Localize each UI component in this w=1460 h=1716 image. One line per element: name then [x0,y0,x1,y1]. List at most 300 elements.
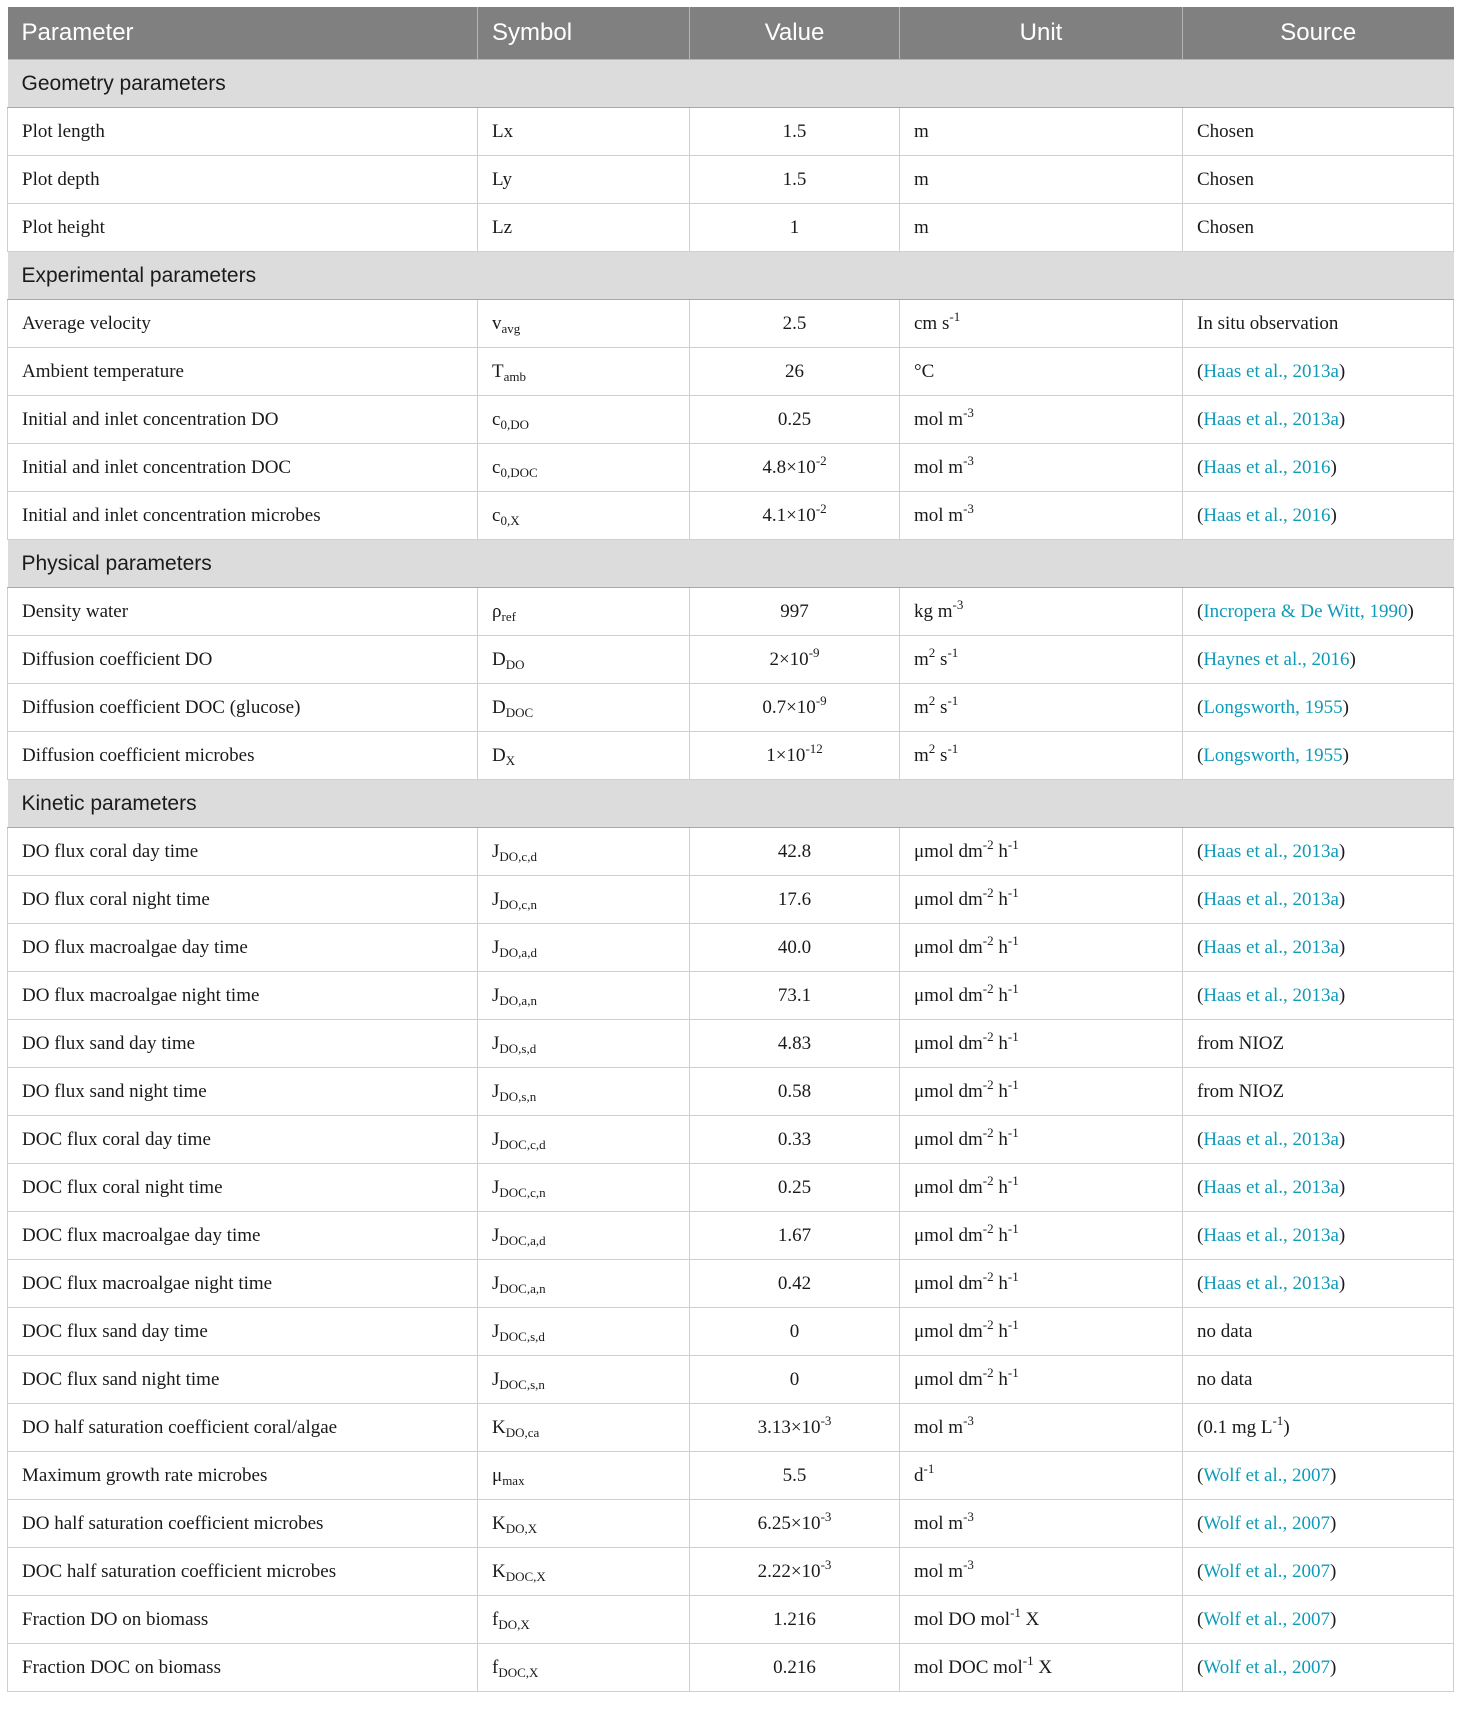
symbol-main: K [492,1560,506,1582]
value-main: 997 [780,600,809,622]
source-cell [1183,1164,1454,1212]
source-text: Chosen [1197,168,1254,190]
source-citation-link[interactable]: Haas et al., 2013a [1203,1128,1339,1150]
value-cell [690,636,900,684]
symbol-cell [478,1500,690,1548]
unit-exponent: -3 [963,500,974,516]
source-cell [1183,1356,1454,1404]
source-paren-close: ) [1338,888,1346,910]
symbol-cell [478,828,690,876]
symbol-cell [478,300,690,348]
value-main: 0.42 [777,1272,812,1294]
symbol-main: μ [492,1464,503,1486]
parameter-cell: Ambient temperature [8,348,478,396]
unit-part: °C [914,360,935,382]
source-cell [1183,1020,1454,1068]
symbol-cell [478,1212,690,1260]
source-paren-open: ( [1197,984,1204,1006]
symbol-main: Lz [492,216,513,238]
parameter-cell: DO flux coral night time [8,876,478,924]
symbol-subscript: DO,a,d [499,944,537,960]
table-row [8,1116,1454,1164]
symbol-subscript: max [502,1472,525,1488]
source-citation-link[interactable]: Haas et al., 2013a [1203,1272,1339,1294]
source-cell [1183,636,1454,684]
value-exponent: -12 [805,740,823,756]
unit-exponent: -2 [982,836,994,852]
source-citation-link[interactable]: Longsworth, 1955 [1203,696,1343,718]
parameter-cell: Initial and inlet concentration DO [8,396,478,444]
value-cell [690,1356,900,1404]
symbol-subscript: DO,a,n [499,992,537,1008]
source-paren-close: ) [1338,984,1346,1006]
source-citation-link[interactable]: Haas et al., 2013a [1203,840,1339,862]
symbol-cell [478,684,690,732]
table-row [8,492,1454,540]
table-row [8,1644,1454,1692]
unit-exponent: -1 [923,1460,935,1476]
unit-exponent: -2 [982,1028,994,1044]
table-row [8,396,1454,444]
symbol-main: c [492,504,501,526]
source-paren-close: ) [1330,1464,1337,1486]
source-cell [1183,1500,1454,1548]
source-citation-link[interactable]: Haas et al., 2013a [1203,1224,1339,1246]
value-cell [690,1260,900,1308]
symbol-main: f [492,1656,499,1678]
value-cell [690,396,900,444]
unit-exponent: -1 [947,692,959,708]
unit-part: m [914,696,929,718]
symbol-cell [478,396,690,444]
unit-cell [900,1404,1183,1452]
table-row [8,444,1454,492]
table-row [8,348,1454,396]
symbol-cell [478,732,690,780]
symbol-main: f [492,1608,499,1630]
symbol-subscript: amb [503,368,526,384]
unit-part: cm s [914,312,950,334]
symbol-cell [478,636,690,684]
source-cell [1183,1596,1454,1644]
symbol-cell [478,1308,690,1356]
section-row [8,252,1454,300]
unit-part: mol m [914,1560,964,1582]
unit-cell [900,1116,1183,1164]
symbol-main: J [492,1080,500,1102]
source-text: In situ observation [1197,312,1339,334]
symbol-cell [478,348,690,396]
symbol-main: D [492,696,506,718]
symbol-cell [478,1596,690,1644]
unit-cell [900,1164,1183,1212]
symbol-cell [478,588,690,636]
unit-part: h [993,1272,1008,1294]
value-cell [690,348,900,396]
source-citation-link[interactable]: Haas et al., 2013a [1203,1176,1339,1198]
parameter-cell: DOC half saturation coefficient microbes [8,1548,478,1596]
source-citation-link[interactable]: Haynes et al., 2016 [1203,648,1350,670]
source-citation-link[interactable]: Haas et al., 2013a [1203,984,1339,1006]
unit-cell [900,636,1183,684]
source-cell [1183,1308,1454,1356]
unit-cell [900,204,1183,252]
parameter-cell: Plot length [8,108,478,156]
source-citation-link[interactable]: Haas et al., 2013a [1203,936,1339,958]
symbol-subscript: DOC,c,n [499,1184,546,1200]
symbol-subscript: DOC [505,704,534,720]
unit-exponent: -1 [1007,1268,1019,1284]
symbol-main: T [492,360,504,382]
value-main: 2.22×10 [757,1560,821,1582]
table-row [8,588,1454,636]
source-paren-close: ) [1342,744,1349,766]
symbol-cell [478,1356,690,1404]
source-paren-close: ) [1330,1656,1337,1678]
unit-part: h [993,984,1008,1006]
unit-part: μmol dm [914,1176,983,1198]
unit-part: m [914,120,929,142]
source-paren-close: ) [1330,456,1337,478]
parameter-cell: DO flux macroalgae night time [8,972,478,1020]
parameter-cell: Plot height [8,204,478,252]
source-citation-link[interactable]: Haas et al., 2013a [1203,888,1339,910]
source-paren-open: ( [1197,456,1204,478]
value-main: 1 [789,216,800,238]
unit-cell [900,1644,1183,1692]
value-main: 0.7×10 [762,696,816,718]
unit-cell [900,1068,1183,1116]
source-cell [1183,588,1454,636]
symbol-cell [478,1404,690,1452]
source-paren-open: ( [1197,888,1204,910]
source-paren-open: ( [1197,1176,1204,1198]
unit-exponent: -1 [947,644,959,660]
unit-part: h [993,888,1008,910]
table-row [8,636,1454,684]
unit-exponent: -2 [982,884,994,900]
unit-exponent: -2 [982,1124,994,1140]
symbol-subscript: DOC,s,d [499,1328,545,1344]
symbol-main: J [492,888,500,910]
source-paren-close: ) [1330,504,1337,526]
source-cell [1183,156,1454,204]
value-main: 1.67 [777,1224,812,1246]
unit-exponent: -1 [949,308,961,324]
unit-exponent: -1 [1007,1172,1019,1188]
source-cell [1183,1260,1454,1308]
symbol-subscript: ref [501,608,516,624]
source-cell [1183,492,1454,540]
unit-exponent: -1 [1007,1124,1019,1140]
source-text: no data [1197,1368,1253,1390]
value-main: 17.6 [777,888,812,910]
symbol-cell [478,1068,690,1116]
parameter-cell: Density water [8,588,478,636]
value-main: 0.58 [777,1080,812,1102]
source-citation-link[interactable]: Wolf et al., 2007 [1203,1512,1331,1534]
value-main: 2×10 [769,648,809,670]
symbol-subscript: 0,X [500,512,520,528]
unit-exponent: -1 [1007,1364,1019,1380]
value-main: 4.1×10 [762,504,816,526]
source-cell [1183,396,1454,444]
source-citation-link[interactable]: Haas et al., 2013a [1203,408,1339,430]
value-cell [690,1500,900,1548]
source-paren-open: ( [1197,696,1204,718]
unit-cell [900,732,1183,780]
source-citation-link[interactable]: Haas et al., 2013a [1203,360,1339,382]
unit-cell [900,444,1183,492]
source-text: from NIOZ [1197,1032,1285,1054]
unit-part: mol m [914,1512,964,1534]
source-paren-open: ( [1197,840,1204,862]
source-paren-open: ( [1197,600,1204,622]
value-main: 0.25 [777,408,812,430]
source-paren-open: ( [1197,1464,1204,1486]
symbol-main: J [492,1272,500,1294]
value-main: 6.25×10 [757,1512,821,1534]
value-cell [690,1020,900,1068]
unit-exponent: -1 [947,740,959,756]
table-row [8,876,1454,924]
source-cell [1183,348,1454,396]
source-paren-close: ) [1338,840,1346,862]
source-cell [1183,876,1454,924]
unit-cell [900,1020,1183,1068]
value-main: 40.0 [777,936,812,958]
symbol-cell [478,156,690,204]
unit-cell [900,1212,1183,1260]
section-title: Geometry parameters [8,60,1454,108]
parameter-cell: DO half saturation coefficient microbes [8,1500,478,1548]
unit-part: s [935,648,948,670]
symbol-subscript: DO,X [505,1520,538,1536]
unit-part: h [993,1224,1008,1246]
value-main: 0 [789,1320,800,1342]
value-main: 3.13×10 [757,1416,821,1438]
symbol-cell [478,108,690,156]
source-cell [1183,1116,1454,1164]
unit-cell [900,1356,1183,1404]
table-row [8,1404,1454,1452]
value-exponent: -3 [820,1556,832,1572]
symbol-cell [478,1452,690,1500]
unit-exponent: -1 [1007,1316,1019,1332]
table-row [8,1164,1454,1212]
unit-part: h [993,1080,1008,1102]
source-citation-link[interactable]: Wolf et al., 2007 [1203,1464,1331,1486]
source-citation-link[interactable]: Wolf et al., 2007 [1203,1656,1331,1678]
source-cell [1183,732,1454,780]
source-paren-open: ( [1197,744,1204,766]
value-exponent: -9 [808,644,820,660]
table-row [8,1212,1454,1260]
parameter-cell: DOC flux macroalgae night time [8,1260,478,1308]
source-paren-close: ) [1338,1272,1346,1294]
value-main: 1×10 [766,744,806,766]
symbol-main: J [492,1224,500,1246]
unit-cell [900,972,1183,1020]
source-paren-open: ( [1197,1128,1204,1150]
symbol-subscript: DOC,c,d [499,1136,546,1152]
unit-exponent: -2 [982,1220,994,1236]
value-exponent: -3 [820,1508,832,1524]
source-paren-close: ) [1338,1176,1346,1198]
symbol-subscript: DO,c,n [499,896,537,912]
table-row [8,300,1454,348]
value-main: 73.1 [777,984,812,1006]
unit-part: μmol dm [914,1272,983,1294]
symbol-cell [478,492,690,540]
section-title: Experimental parameters [8,252,1454,300]
unit-cell [900,1596,1183,1644]
symbol-cell [478,1548,690,1596]
value-cell [690,684,900,732]
source-cell [1183,1212,1454,1260]
value-main: 2.5 [782,312,807,334]
source-paren-close: ) [1338,408,1346,430]
table-row [8,684,1454,732]
unit-cell [900,876,1183,924]
value-cell [690,1644,900,1692]
parameter-cell: Plot depth [8,156,478,204]
symbol-main: Ly [492,168,513,190]
source-cell [1183,1644,1454,1692]
section-row [8,540,1454,588]
symbol-main: c [492,456,501,478]
source-citation-link[interactable]: Haas et al., 2016 [1203,504,1331,526]
unit-part: X [1033,1656,1053,1678]
unit-part: m [914,648,929,670]
symbol-main: J [492,984,500,1006]
unit-part: mol m [914,456,964,478]
value-cell [690,588,900,636]
unit-exponent: -1 [1007,1028,1019,1044]
value-exponent: -9 [815,692,827,708]
source-paren-open: ( [1197,1656,1204,1678]
value-cell [690,1116,900,1164]
table-row [8,1356,1454,1404]
value-main: 0 [789,1368,800,1390]
source-citation-link[interactable]: Wolf et al., 2007 [1203,1608,1331,1630]
source-paren-open: ( [1197,936,1204,958]
unit-part: μmol dm [914,1128,983,1150]
parameter-cell: DO flux coral day time [8,828,478,876]
symbol-cell [478,1644,690,1692]
unit-part: mol DO mol [914,1608,1011,1630]
symbol-subscript: DOC,a,d [499,1232,546,1248]
unit-exponent: -1 [1007,836,1019,852]
symbol-main: ρ [492,600,502,622]
table-row [8,204,1454,252]
source-citation-link[interactable]: Wolf et al., 2007 [1203,1560,1331,1582]
unit-cell [900,1548,1183,1596]
value-cell [690,108,900,156]
source-paren-close: ) [1407,600,1414,622]
symbol-main: J [492,1176,500,1198]
unit-part: h [993,1176,1008,1198]
unit-exponent: 2 [928,644,936,660]
source-cell [1183,204,1454,252]
unit-cell [900,684,1183,732]
value-cell [690,1548,900,1596]
unit-part: μmol dm [914,936,983,958]
parameter-cell: Diffusion coefficient microbes [8,732,478,780]
parameter-cell: Fraction DO on biomass [8,1596,478,1644]
symbol-subscript: DO,c,d [499,848,537,864]
source-text: Chosen [1197,120,1254,142]
unit-cell [900,348,1183,396]
value-main: 4.8×10 [762,456,816,478]
source-cell [1183,1404,1454,1452]
value-cell [690,1068,900,1116]
unit-exponent: -3 [963,1556,974,1572]
unit-exponent: -1 [1007,980,1019,996]
symbol-cell [478,1116,690,1164]
table-row [8,1308,1454,1356]
unit-part: μmol dm [914,1080,983,1102]
source-text: from NIOZ [1197,1080,1285,1102]
unit-exponent: -3 [963,404,974,420]
symbol-main: c [492,408,501,430]
source-paren-open: ( [1197,1608,1204,1630]
source-citation-link[interactable]: Longsworth, 1955 [1203,744,1343,766]
source-cell [1183,444,1454,492]
value-main: 0.216 [773,1656,816,1678]
source-paren-open: ( [1197,408,1204,430]
value-main: 1.216 [773,1608,816,1630]
source-cell [1183,108,1454,156]
symbol-main: K [492,1512,506,1534]
parameter-cell: DOC flux sand day time [8,1308,478,1356]
symbol-main: J [492,840,500,862]
source-cell [1183,1548,1454,1596]
source-text-end: ) [1283,1416,1290,1438]
source-citation-link[interactable]: Incropera & De Witt, 1990 [1203,600,1408,622]
symbol-main: Lx [492,120,514,142]
source-paren-open: ( [1197,504,1204,526]
source-citation-link[interactable]: Haas et al., 2016 [1203,456,1331,478]
source-paren-open: ( [1197,1224,1204,1246]
symbol-subscript: DO,X [498,1616,530,1632]
source-paren-open: ( [1197,1272,1204,1294]
unit-cell [900,1452,1183,1500]
unit-exponent: -1 [1007,932,1019,948]
unit-part: kg m [914,600,953,622]
value-cell [690,1404,900,1452]
value-main: 0.33 [777,1128,812,1150]
symbol-cell [478,1260,690,1308]
symbol-cell [478,1020,690,1068]
source-paren-open: ( [1197,648,1204,670]
source-cell [1183,300,1454,348]
unit-exponent: -1 [1007,1220,1019,1236]
parameter-cell: DOC flux macroalgae day time [8,1212,478,1260]
unit-part: μmol dm [914,888,983,910]
parameter-cell: Maximum growth rate microbes [8,1452,478,1500]
unit-part: mol m [914,408,964,430]
source-text: Chosen [1197,216,1254,238]
unit-cell [900,828,1183,876]
unit-part: m [914,744,929,766]
source-paren-close: ) [1338,360,1346,382]
symbol-subscript: DO,s,d [499,1040,537,1056]
table-row [8,1068,1454,1116]
unit-part: h [993,1032,1008,1054]
unit-part: μmol dm [914,1368,983,1390]
symbol-main: K [492,1416,506,1438]
